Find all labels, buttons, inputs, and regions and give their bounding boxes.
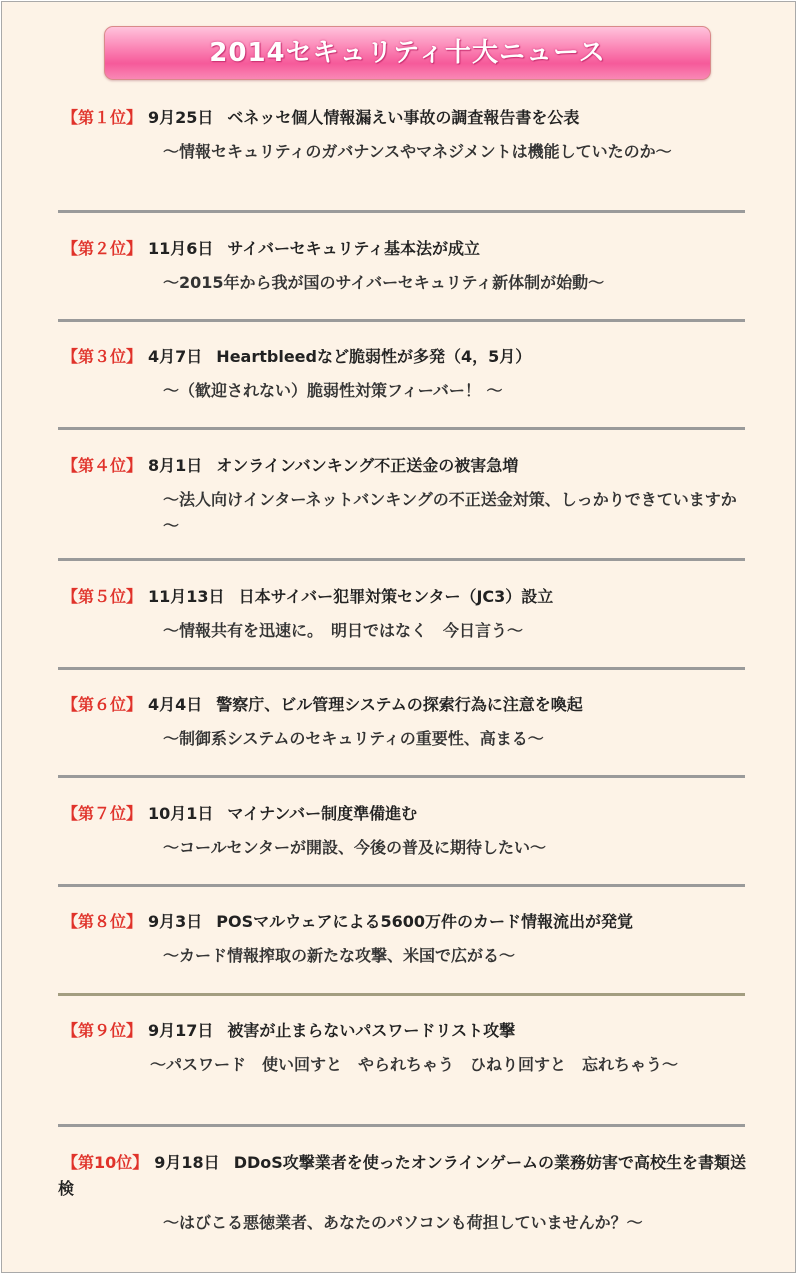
news-subtitle: ～情報セキュリティのガバナンスやマネジメントは機能していたのか～ — [163, 142, 672, 161]
news-headline-line — [58, 105, 748, 131]
news-item-9 — [58, 1018, 748, 1078]
news-headline: DDoS攻撃業者を使ったオンラインゲームの業務妨害で高校生を書類送検 — [58, 1153, 746, 1198]
page-title: 2014セキュリティ十大ニュース — [209, 38, 606, 68]
news-item-6 — [58, 692, 748, 752]
news-headline: Heartbleedなど脆弱性が多発（4，5月） — [216, 347, 532, 366]
news-headline-line — [58, 453, 748, 479]
item-divider — [58, 319, 745, 322]
news-date: 9月25日 — [148, 108, 214, 127]
news-item-5 — [58, 584, 748, 644]
news-date: 9月17日 — [148, 1021, 214, 1040]
news-subtitle: ～制御系システムのセキュリティの重要性、高まる～ — [163, 729, 544, 748]
news-headline-line — [58, 236, 748, 262]
news-headline-line — [58, 1018, 748, 1044]
rank-label: 【第２位】 — [62, 239, 143, 258]
title-banner — [104, 26, 711, 80]
news-headline: 警察庁、ビル管理システムの探索行為に注意を喚起 — [216, 695, 583, 714]
rank-label: 【第５位】 — [62, 587, 143, 606]
rank-label: 【第10位】 — [62, 1153, 149, 1172]
news-item-1 — [58, 105, 748, 165]
news-date: 9月3日 — [148, 912, 203, 931]
news-subtitle: ～カード情報搾取の新たな攻撃、米国で広がる～ — [163, 946, 516, 965]
news-item-10 — [58, 1150, 748, 1236]
news-item-8 — [58, 909, 748, 969]
news-date: 11月13日 — [148, 587, 225, 606]
item-divider — [58, 427, 745, 430]
rank-label: 【第１位】 — [62, 108, 143, 127]
news-headline-line — [58, 801, 748, 827]
news-item-2 — [58, 236, 748, 296]
item-divider — [58, 210, 745, 213]
news-item-4 — [58, 453, 748, 539]
news-headline: サイバーセキュリティ基本法が成立 — [227, 239, 481, 258]
news-subtitle: ～はびこる悪徳業者、あなたのパソコンも荷担していませんか？～ — [163, 1213, 643, 1232]
news-headline-line — [58, 1150, 748, 1202]
news-headline-line — [58, 692, 748, 718]
news-subtitle: ～（歓迎されない）脆弱性対策フィーバー！ ～ — [163, 381, 503, 400]
news-date: 4月4日 — [148, 695, 203, 714]
news-headline: POSマルウェアによる5600万件のカード情報流出が発覚 — [216, 912, 634, 931]
news-date: 8月1日 — [148, 456, 203, 475]
news-headline: 被害が止まらないパスワードリスト攻撃 — [227, 1021, 516, 1040]
rank-label: 【第９位】 — [62, 1021, 143, 1040]
news-item-3 — [58, 344, 748, 404]
news-subtitle: ～2015年から我が国のサイバーセキュリティ新体制が始動～ — [163, 273, 605, 292]
news-subtitle: ～法人向けインターネットバンキングの不正送金対策、しっかりできていますか～ — [163, 490, 737, 535]
news-headline-line — [58, 584, 748, 610]
rank-label: 【第６位】 — [62, 695, 143, 714]
news-subtitle: ～コールセンターが開設、今後の普及に期待したい～ — [163, 838, 547, 857]
news-date: 4月7日 — [148, 347, 203, 366]
item-divider — [58, 1124, 745, 1127]
rank-label: 【第３位】 — [62, 347, 143, 366]
news-headline-line — [58, 344, 748, 370]
news-headline: マイナンバー制度準備進む — [227, 804, 418, 823]
news-headline: 日本サイバー犯罪対策センター（JC3）設立 — [238, 587, 554, 606]
rank-label: 【第４位】 — [62, 456, 143, 475]
item-divider — [58, 993, 745, 996]
news-headline: オンラインバンキング不正送金の被害急増 — [216, 456, 519, 475]
news-headline-line — [58, 909, 748, 935]
news-date: 11月6日 — [148, 239, 214, 258]
news-panel — [1, 1, 796, 1273]
rank-label: 【第７位】 — [62, 804, 143, 823]
item-divider — [58, 667, 745, 670]
item-divider — [58, 884, 745, 887]
news-subtitle: ～パスワード 使い回すと やられちゃう ひねり回すと 忘れちゃう～ — [150, 1055, 679, 1074]
news-date: 9月18日 — [154, 1153, 220, 1172]
news-headline: ベネッセ個人情報漏えい事故の調査報告書を公表 — [227, 108, 580, 127]
item-divider — [58, 775, 745, 778]
item-divider — [58, 558, 745, 561]
news-item-7 — [58, 801, 748, 861]
news-subtitle: ～情報共有を迅速に。 明日ではなく 今日言う～ — [163, 621, 524, 640]
rank-label: 【第８位】 — [62, 912, 143, 931]
news-date: 10月1日 — [148, 804, 214, 823]
